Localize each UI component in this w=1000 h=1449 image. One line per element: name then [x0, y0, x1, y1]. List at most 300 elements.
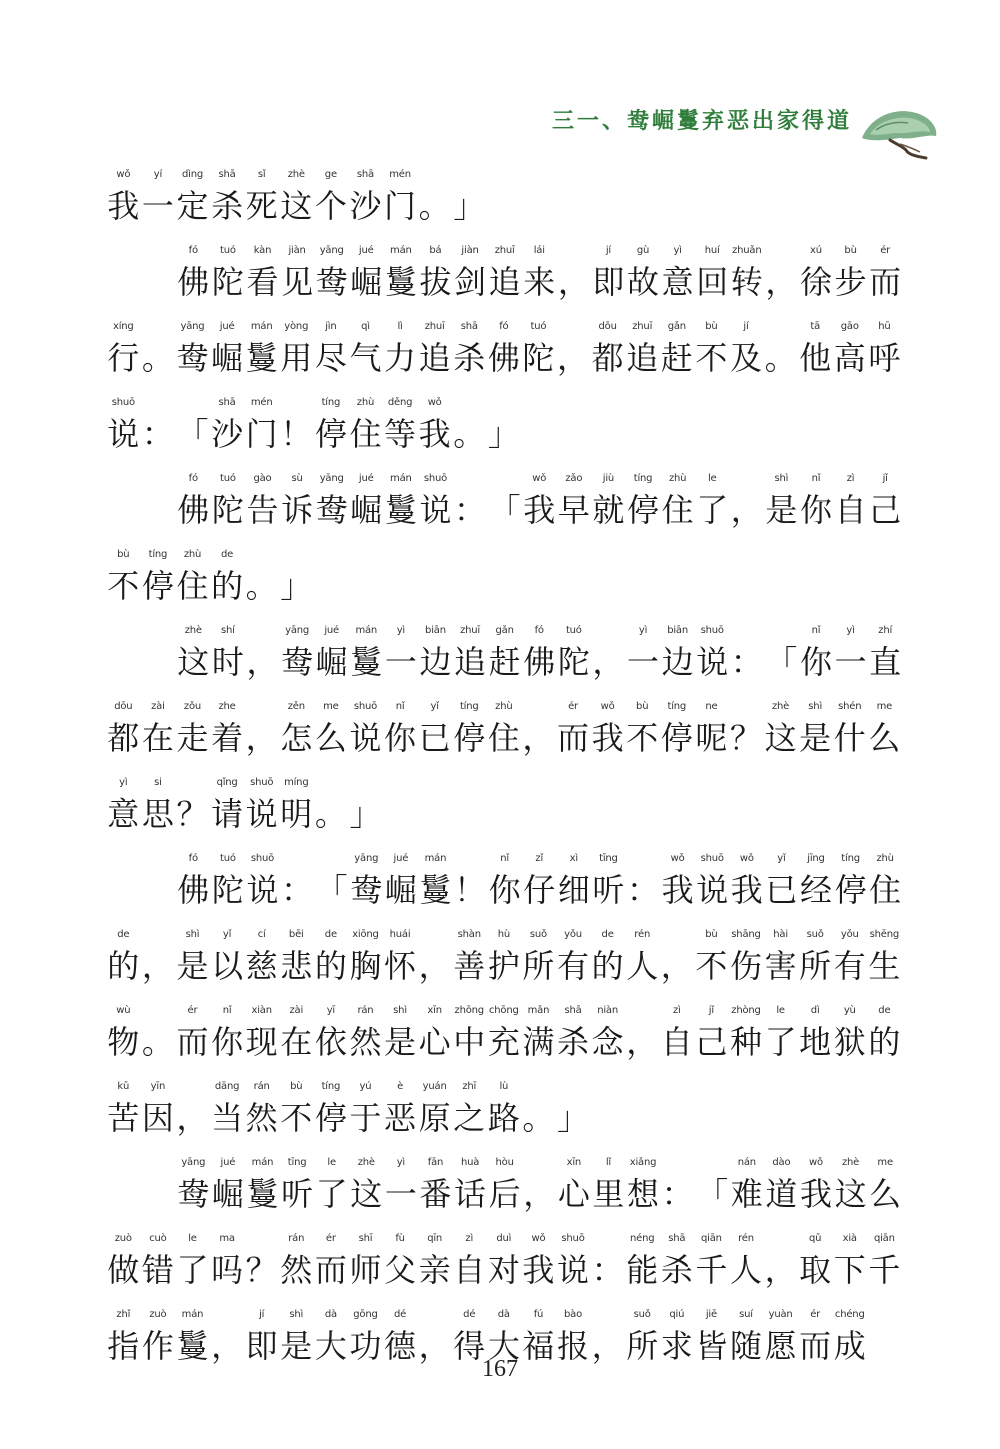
pinyin: yì: [119, 777, 128, 788]
pinyin: rán: [288, 1233, 305, 1244]
hanzi: 而: [799, 1327, 832, 1365]
pinyin: fù: [395, 1233, 405, 1244]
hanzi: 个: [314, 187, 347, 225]
annotated-character: [383, 1232, 418, 1290]
pinyin: mán: [424, 853, 447, 864]
pinyin: tíng: [148, 549, 168, 560]
hanzi: 道: [765, 1175, 798, 1213]
pinyin: zhù: [668, 473, 687, 484]
hanzi: ，: [176, 1099, 209, 1137]
pinyin: xīn: [427, 1005, 442, 1016]
annotated-character: [417, 1080, 452, 1138]
hanzi: 告: [246, 491, 279, 529]
annotated-character: [694, 928, 729, 986]
hanzi: 不: [695, 947, 728, 985]
hanzi: 赶: [660, 339, 693, 377]
annotated-character: [799, 624, 834, 682]
annotated-character: [280, 244, 315, 302]
hanzi: 。: [764, 339, 797, 377]
hanzi: ？: [729, 719, 762, 757]
hanzi: 不: [280, 1099, 313, 1137]
pinyin: de: [601, 929, 614, 940]
hanzi: 我: [591, 719, 624, 757]
hanzi: 一: [384, 643, 417, 681]
pinyin: nǐ: [811, 473, 821, 484]
pinyin: de: [117, 929, 130, 940]
pinyin: nán: [737, 1157, 756, 1168]
annotated-character: [799, 244, 834, 302]
hanzi: 心: [418, 1023, 451, 1061]
pinyin: xià: [842, 1233, 857, 1244]
annotated-character: [832, 1004, 867, 1062]
hanzi: 陀: [557, 643, 590, 681]
hanzi: 停: [314, 1099, 347, 1137]
annotated-character: [487, 1156, 522, 1214]
hanzi: 狱: [833, 1023, 866, 1061]
annotated-character: [556, 320, 591, 378]
annotated-character: [279, 168, 314, 226]
pinyin: ge: [324, 169, 337, 180]
hanzi: 鸯: [281, 643, 314, 681]
pinyin: jiàn: [288, 245, 306, 256]
annotated-character: [832, 928, 867, 986]
pinyin: kàn: [253, 245, 272, 256]
hanzi: 有: [833, 947, 866, 985]
annotated-character: [279, 1232, 314, 1290]
annotated-character: [384, 852, 419, 910]
annotated-character: [280, 472, 315, 530]
hanzi: 对: [487, 1251, 520, 1289]
hanzi: 是: [799, 719, 832, 757]
annotated-character: [591, 472, 626, 530]
hanzi: 不: [626, 719, 659, 757]
hanzi: 细: [557, 871, 590, 909]
hanzi: 。: [314, 795, 347, 833]
hanzi: 回: [696, 263, 729, 301]
annotated-character: [418, 624, 453, 682]
hanzi: 鸯: [177, 1175, 210, 1213]
annotated-character: [694, 700, 729, 758]
pinyin: shēng: [869, 929, 900, 940]
pinyin: yòng: [284, 321, 309, 332]
annotated-character: [210, 700, 245, 758]
annotated-character: [106, 1080, 141, 1138]
annotated-character: [314, 1232, 349, 1290]
pinyin: huái: [389, 929, 411, 940]
annotated-character: [626, 624, 661, 682]
pinyin: tíng: [321, 1081, 341, 1092]
hanzi: 依: [314, 1023, 347, 1061]
body-text: [106, 150, 902, 1366]
annotated-character: [695, 624, 730, 682]
pinyin: zǎo: [565, 473, 583, 484]
hanzi: 护: [487, 947, 520, 985]
pinyin: mán: [390, 473, 412, 484]
annotated-character: [452, 1004, 487, 1062]
hanzi: 一: [834, 643, 867, 681]
annotated-character: [418, 1156, 453, 1214]
hanzi: 因: [141, 1099, 174, 1137]
pinyin: jí: [743, 321, 749, 332]
hanzi: 追: [488, 263, 521, 301]
pinyin: me: [876, 701, 893, 712]
pinyin: bù: [705, 929, 718, 940]
annotated-character: [453, 624, 488, 682]
hanzi: 沙: [211, 415, 244, 453]
hanzi: 拔: [419, 263, 452, 301]
hanzi: 下: [833, 1251, 866, 1289]
pinyin: shī: [358, 1233, 373, 1244]
annotated-character: [417, 320, 452, 378]
annotated-character: [176, 624, 211, 682]
hanzi: 」: [557, 1099, 590, 1137]
pinyin: jiàn: [461, 245, 479, 256]
hanzi: 杀: [453, 339, 486, 377]
pinyin: xú: [810, 245, 822, 256]
annotated-character: [210, 1080, 245, 1138]
annotated-character: [764, 852, 799, 910]
pinyin: fó: [188, 245, 198, 256]
pinyin: tíng: [633, 473, 653, 484]
annotated-character: [694, 320, 729, 378]
annotated-character: [625, 1232, 660, 1290]
hanzi: 大: [487, 1327, 520, 1365]
hanzi: 能: [626, 1251, 659, 1289]
pinyin: me: [323, 701, 339, 712]
pinyin: shì: [185, 929, 200, 940]
pinyin: tíng: [841, 853, 860, 864]
annotated-character: [244, 700, 279, 758]
pinyin: shì: [808, 701, 823, 712]
pinyin: suǒ: [633, 1309, 651, 1320]
annotated-character: [556, 928, 591, 986]
pinyin: zhù: [495, 701, 513, 712]
hanzi: 愿: [764, 1327, 797, 1365]
pinyin: zhè: [842, 1157, 860, 1168]
pinyin: bù: [290, 1081, 303, 1092]
hanzi: 佛: [523, 643, 556, 681]
hanzi: 崛: [350, 263, 383, 301]
pinyin: néng: [630, 1233, 655, 1244]
annotated-character: [176, 472, 211, 530]
pinyin: ér: [880, 245, 891, 256]
pinyin: zhù: [183, 549, 202, 560]
annotated-character: [279, 1004, 314, 1062]
hanzi: 鬘: [350, 643, 383, 681]
annotated-character: [626, 852, 661, 910]
hanzi: 都: [591, 339, 624, 377]
hanzi: 人: [729, 1251, 762, 1289]
hanzi: 「: [488, 491, 521, 529]
annotated-character: [417, 168, 452, 226]
annotated-character: [798, 700, 833, 758]
hanzi: 说: [696, 871, 729, 909]
pinyin: wǒ: [809, 1157, 823, 1168]
hanzi: 一: [141, 187, 174, 225]
hanzi: 。: [141, 1023, 174, 1061]
hanzi: 作: [141, 1327, 174, 1365]
pinyin: tuó: [220, 473, 236, 484]
annotated-character: [175, 1080, 210, 1138]
pinyin: jìn: [325, 321, 337, 332]
hanzi: 「: [315, 871, 348, 909]
annotated-character: [695, 852, 730, 910]
hanzi: 难: [730, 1175, 763, 1213]
annotated-character: [730, 624, 765, 682]
annotated-character: [280, 1156, 315, 1214]
pinyin: shuō: [353, 701, 378, 712]
hanzi: 你: [384, 719, 417, 757]
text-line: [106, 606, 902, 682]
hanzi: ，: [523, 1175, 556, 1213]
pinyin: gāo: [840, 321, 859, 332]
pinyin: è: [397, 1081, 404, 1092]
annotated-character: [106, 320, 141, 378]
annotated-character: [417, 1232, 452, 1290]
pinyin: dào: [772, 1157, 791, 1168]
pinyin: yù: [843, 1005, 856, 1016]
annotated-character: [798, 1004, 833, 1062]
annotated-character: [417, 928, 452, 986]
hanzi: 这: [177, 643, 210, 681]
annotated-character: [591, 624, 626, 682]
annotated-character: [867, 1232, 902, 1290]
annotated-character: [141, 548, 176, 606]
pinyin: zhí: [878, 625, 893, 636]
hanzi: 善: [453, 947, 486, 985]
pinyin: míng: [284, 777, 309, 788]
hanzi: 行: [107, 339, 140, 377]
annotated-character: [487, 320, 522, 378]
pinyin: hài: [773, 929, 788, 940]
annotated-character: [625, 320, 660, 378]
hanzi: 气: [349, 339, 382, 377]
pinyin: tuó: [565, 625, 582, 636]
annotated-character: [279, 548, 314, 606]
annotated-character: [453, 1156, 488, 1214]
pinyin: yú: [359, 1081, 372, 1092]
hanzi: 不: [695, 339, 728, 377]
annotated-character: [591, 852, 626, 910]
pinyin: zuò: [114, 1233, 132, 1244]
annotated-character: [660, 1156, 695, 1214]
annotated-character: [833, 244, 868, 302]
pinyin: wǒ: [427, 397, 442, 408]
hanzi: 了: [315, 1175, 348, 1213]
annotated-character: [349, 852, 384, 910]
annotated-character: [314, 244, 349, 302]
hanzi: 仔: [523, 871, 556, 909]
pinyin: sù: [291, 473, 303, 484]
hanzi: 崛: [211, 339, 244, 377]
annotated-character: [556, 1004, 591, 1062]
hanzi: ，: [626, 1023, 659, 1061]
pinyin: qǔ: [809, 1233, 822, 1244]
pinyin: zǐ: [535, 853, 544, 864]
pinyin: zhù: [356, 397, 375, 408]
pinyin: yǐ: [430, 701, 439, 712]
hanzi: 指: [107, 1327, 140, 1365]
annotated-character: [453, 244, 488, 302]
hanzi: ：: [661, 1175, 694, 1213]
hanzi: 走: [176, 719, 209, 757]
hanzi: 了: [764, 1023, 797, 1061]
annotated-character: [487, 1232, 522, 1290]
annotated-character: [279, 320, 314, 378]
hanzi: ，: [557, 339, 590, 377]
hanzi: 是: [765, 491, 798, 529]
pinyin: yì: [396, 1157, 405, 1168]
hanzi: 悲: [280, 947, 313, 985]
annotated-character: [522, 624, 557, 682]
hanzi: 停: [314, 415, 347, 453]
pinyin: zhè: [184, 625, 202, 636]
pinyin: bù: [636, 701, 649, 712]
annotated-character: [521, 928, 556, 986]
hanzi: 看: [246, 263, 279, 301]
pinyin: shuō: [250, 853, 275, 864]
annotated-character: [176, 244, 211, 302]
hanzi: 来: [523, 263, 556, 301]
pinyin: le: [188, 1233, 197, 1244]
annotated-character: [867, 320, 902, 378]
annotated-character: [590, 928, 625, 986]
hanzi: 听: [592, 871, 625, 909]
pinyin: dì: [810, 1005, 820, 1016]
hanzi: ，: [522, 719, 555, 757]
pinyin: xiǎng: [629, 1157, 657, 1168]
pinyin: le: [776, 1005, 785, 1016]
pinyin: yāng: [319, 245, 344, 256]
pinyin: chéng: [834, 1309, 865, 1320]
annotated-character: [452, 1080, 487, 1138]
pinyin: yuàn: [768, 1309, 793, 1320]
pinyin: zì: [672, 1005, 681, 1016]
hanzi: 定: [176, 187, 209, 225]
pinyin: bá: [429, 245, 442, 256]
pinyin: dōu: [598, 321, 617, 332]
hanzi: 「: [765, 643, 798, 681]
hanzi: 经: [799, 871, 832, 909]
pinyin: wù: [116, 1005, 131, 1016]
annotated-character: [557, 624, 592, 682]
annotated-character: [764, 244, 799, 302]
hanzi: 故: [627, 263, 660, 301]
pinyin: shuō: [700, 625, 724, 636]
annotated-character: [175, 396, 210, 454]
annotated-character: [384, 624, 419, 682]
hanzi: 说: [246, 871, 279, 909]
hanzi: ：: [627, 871, 660, 909]
hanzi: ？: [176, 795, 209, 833]
hanzi: 成: [833, 1327, 866, 1365]
annotated-character: [348, 700, 383, 758]
annotated-character: [141, 168, 176, 226]
pinyin: suí: [739, 1309, 753, 1320]
annotated-character: [175, 1232, 210, 1290]
annotated-character: [384, 472, 419, 530]
hanzi: 伤: [729, 947, 762, 985]
pinyin: jí: [259, 1309, 265, 1320]
annotated-character: [556, 1080, 591, 1138]
pinyin: zhù: [876, 853, 894, 864]
hanzi: ：: [591, 1251, 624, 1289]
annotated-character: [245, 244, 280, 302]
pinyin: jǐ: [708, 1005, 714, 1016]
hanzi: 住: [349, 415, 382, 453]
hanzi: 以: [211, 947, 244, 985]
hanzi: ：: [454, 491, 487, 529]
annotated-character: [106, 548, 141, 606]
annotated-character: [348, 320, 383, 378]
annotated-character: [590, 700, 625, 758]
hanzi: 害: [764, 947, 797, 985]
annotated-character: [452, 700, 487, 758]
hanzi: 步: [834, 263, 867, 301]
annotated-character: [626, 244, 661, 302]
hanzi: 不: [107, 567, 140, 605]
annotated-character: [453, 472, 488, 530]
annotated-character: [660, 244, 695, 302]
hanzi: 你: [211, 1023, 244, 1061]
annotated-character: [832, 1232, 867, 1290]
annotated-character: [487, 700, 522, 758]
pinyin: wǒ: [531, 1233, 546, 1244]
hanzi: 原: [418, 1099, 451, 1137]
hanzi: 的: [591, 947, 624, 985]
annotated-character: [106, 1004, 141, 1062]
hanzi: 千: [695, 1251, 728, 1289]
pinyin: mán: [390, 245, 412, 256]
pinyin: yī: [326, 1005, 335, 1016]
pinyin: mán: [250, 321, 273, 332]
annotated-character: [314, 1004, 349, 1062]
hanzi: 在: [280, 1023, 313, 1061]
pinyin: wǒ: [600, 701, 615, 712]
hanzi: 亲: [418, 1251, 451, 1289]
annotated-character: [660, 624, 695, 682]
pinyin: zì: [465, 1233, 474, 1244]
page-number: 167: [482, 1356, 518, 1382]
pinyin: mán: [181, 1309, 204, 1320]
annotated-character: [210, 1232, 245, 1290]
hanzi: 中: [453, 1023, 486, 1061]
pinyin: jué: [219, 321, 235, 332]
pinyin: ér: [568, 701, 578, 712]
text-line: [106, 758, 896, 834]
hanzi: 力: [384, 339, 417, 377]
hanzi: 停: [627, 491, 660, 529]
pinyin: zěn: [287, 701, 305, 712]
annotated-character: [660, 472, 695, 530]
hanzi: ：: [281, 871, 314, 909]
pinyin: dōu: [114, 701, 133, 712]
annotated-character: [625, 1004, 660, 1062]
annotated-character: [211, 1156, 246, 1214]
pinyin: yí: [153, 169, 163, 180]
hanzi: 崛: [315, 643, 348, 681]
pinyin: zǒu: [183, 701, 202, 712]
pinyin: le: [327, 1157, 336, 1168]
annotated-character: [730, 244, 765, 302]
hanzi: 德: [384, 1327, 417, 1365]
annotated-character: [176, 1156, 211, 1214]
hanzi: 我: [522, 1251, 555, 1289]
hanzi: 所: [799, 947, 832, 985]
pinyin: de: [324, 929, 337, 940]
annotated-character: [591, 1156, 626, 1214]
hanzi: 他: [799, 339, 832, 377]
